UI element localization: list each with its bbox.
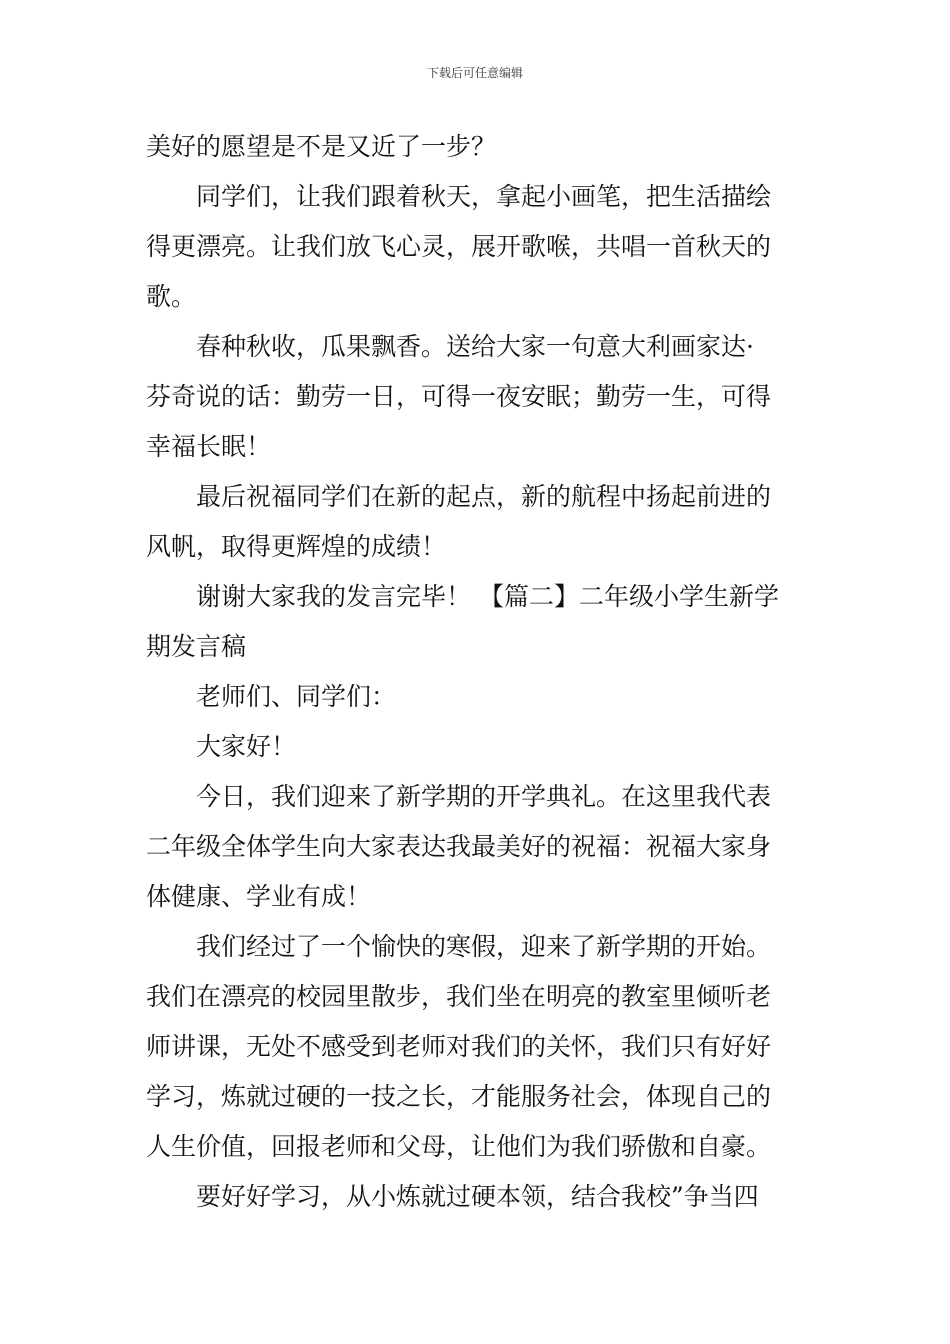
text-line: 今日，我们迎来了新学期的开学典礼。在这里我代表 bbox=[196, 782, 772, 811]
text-line: 大家好！ bbox=[196, 732, 297, 761]
text-line: 同学们，让我们跟着秋天，拿起小画笔，把生活描绘 bbox=[196, 182, 772, 211]
text-line: 风帆，取得更辉煌的成绩！ bbox=[146, 532, 447, 561]
text-line: 老师们、同学们： bbox=[196, 682, 397, 711]
text-line: 二年级全体学生向大家表达我最美好的祝福：祝福大家身 bbox=[146, 832, 772, 861]
text-line: 得更漂亮。让我们放飞心灵，展开歌喉，共唱一首秋天的 bbox=[146, 232, 772, 261]
page-header: 下载后可任意编辑 bbox=[426, 66, 523, 80]
text-line: 最后祝福同学们在新的起点，新的航程中扬起前进的 bbox=[196, 482, 772, 511]
text-line: 歌。 bbox=[146, 282, 197, 311]
text-line: 芬奇说的话：勤劳一日，可得一夜安眠；勤劳一生，可得 bbox=[146, 382, 772, 411]
text-line: 人生价值，回报老师和父母，让他们为我们骄傲和自豪。 bbox=[146, 1132, 772, 1161]
text-line: 学习，炼就过硬的一技之长，才能服务社会，体现自己的 bbox=[146, 1082, 772, 1111]
text-line: 师讲课，无处不感受到老师对我们的关怀，我们只有好好 bbox=[146, 1032, 772, 1061]
document-body bbox=[146, 122, 808, 1222]
text-line: 美好的愿望是不是又近了一步？ bbox=[146, 132, 497, 161]
text-line: 体健康、学业有成！ bbox=[146, 882, 372, 911]
text-line: 要好好学习，从小炼就过硬本领，结合我校”争当四 bbox=[196, 1182, 759, 1211]
text-line: 我们在漂亮的校园里散步，我们坐在明亮的教室里倾听老 bbox=[146, 982, 772, 1011]
text-line: 春种秋收，瓜果飘香。送给大家一句意大利画家达· bbox=[196, 332, 754, 361]
text-line: 幸福长眠！ bbox=[146, 432, 272, 461]
text-line: 我们经过了一个愉快的寒假，迎来了新学期的开始。 bbox=[196, 932, 772, 961]
text-line: 期发言稿 bbox=[146, 632, 247, 661]
text-line: 谢谢大家我的发言完毕！ 【篇二】二年级小学生新学 bbox=[196, 582, 779, 611]
